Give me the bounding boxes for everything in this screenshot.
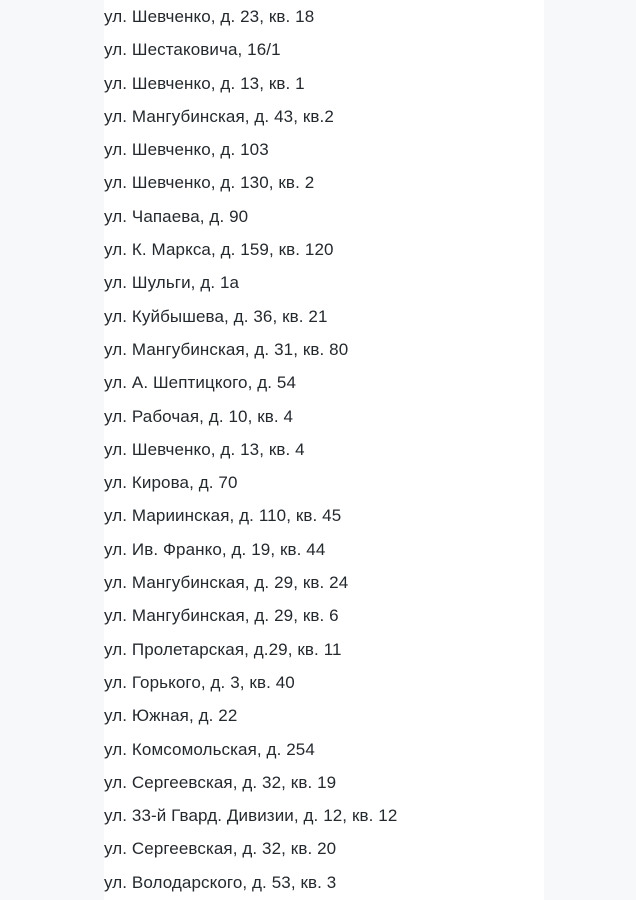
list-item: ул. Комсомольская, д. 254 [104,739,315,759]
list-item: ул. Мангубинская, д. 29, кв. 24 [104,573,349,593]
list-item: ул. Володарского, д. 53, кв. 3 [104,872,337,892]
list-item: ул. Мангубинская, д. 31, кв. 80 [104,339,349,359]
list-item: ул. Южная, д. 22 [104,706,238,726]
list-item: ул. Чапаева, д. 90 [104,206,249,226]
right-margin [544,0,636,900]
list-item: ул. Пролетарская, д.29, кв. 11 [104,639,342,659]
list-item: ул. К. Маркса, д. 159, кв. 120 [104,240,334,260]
list-item: ул. Шевченко, д. 130, кв. 2 [104,173,315,193]
list-item: ул. Сергеевская, д. 32, кв. 20 [104,839,337,859]
list-item: ул. Шевченко, д. 103 [104,140,269,160]
list-item: ул. Мариинская, д. 110, кв. 45 [104,506,342,526]
list-item: ул. 33-й Гвард. Дивизии, д. 12, кв. 12 [104,806,398,826]
list-item: ул. Шульги, д. 1а [104,273,240,293]
list-item: ул. Куйбышева, д. 36, кв. 21 [104,306,328,326]
address-list [104,0,544,900]
list-item: ул. Горького, д. 3, кв. 40 [104,672,295,692]
list-item: ул. Шестаковича, 16/1 [104,40,281,60]
list-item: ул. Шевченко, д. 13, кв. 4 [104,439,305,459]
list-item: ул. Рабочая, д. 10, кв. 4 [104,406,294,426]
list-item: ул. Кирова, д. 70 [104,473,238,493]
list-item: ул. Мангубинская, д. 43, кв.2 [104,106,334,126]
list-item: ул. Ив. Франко, д. 19, кв. 44 [104,539,326,559]
list-item: ул. А. Шептицкого, д. 54 [104,373,297,393]
list-item: ул. Шевченко, д. 23, кв. 18 [104,7,315,26]
list-item: ул. Шевченко, д. 13, кв. 1 [104,73,305,93]
left-margin [0,0,104,900]
list-item: ул. Сергеевская, д. 32, кв. 19 [104,772,337,792]
list-item: ул. Мангубинская, д. 29, кв. 6 [104,606,339,626]
